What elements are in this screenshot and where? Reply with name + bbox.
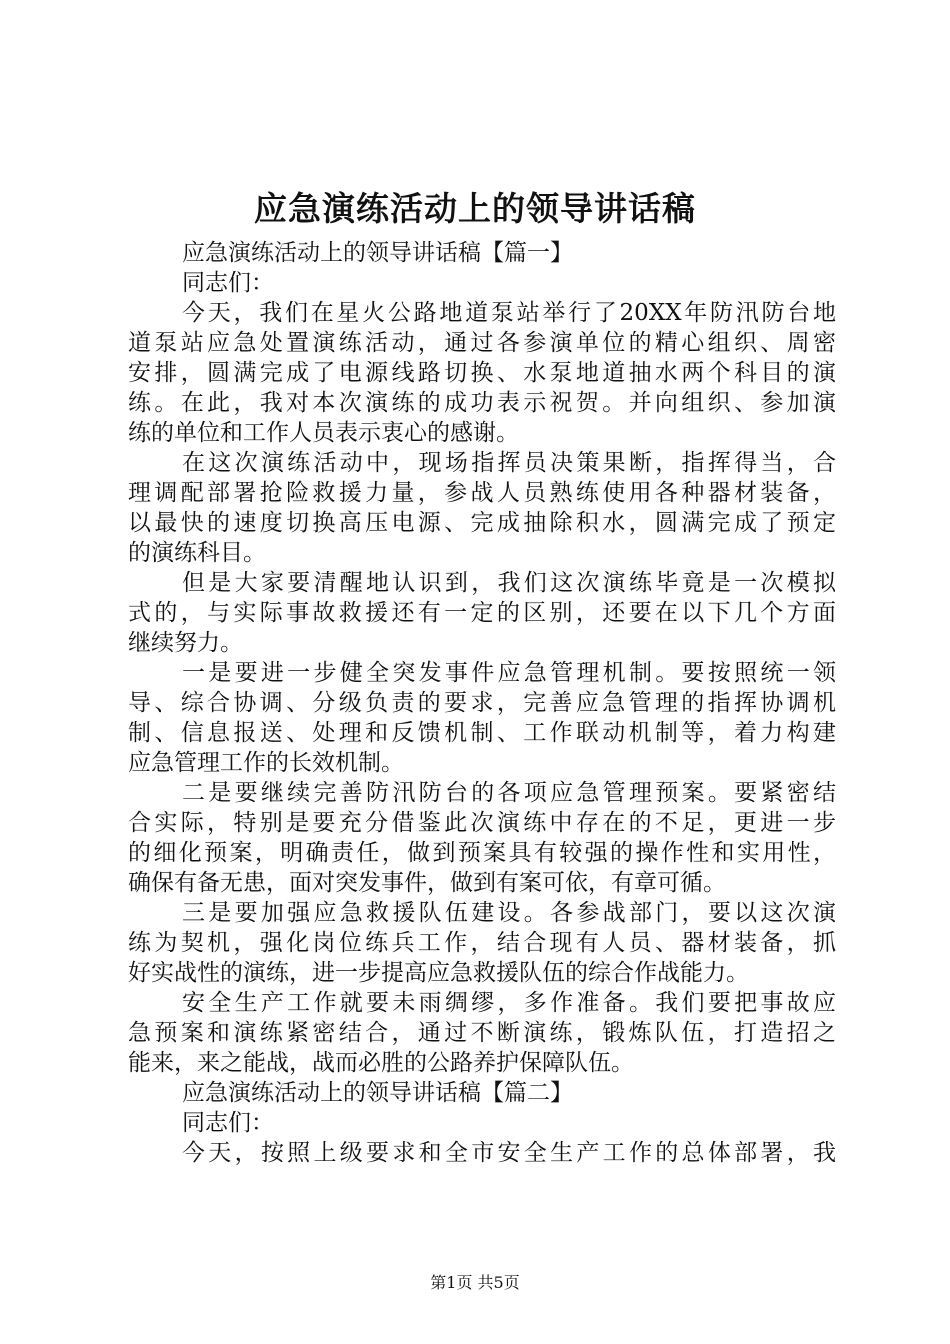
text-line: 制、信息报送、处理和反馈机制、工作联动机制等，着力构建 [128,720,836,746]
text-line: 今天，按照上级要求和全市安全生产工作的总体部署，我 [182,1140,836,1166]
text-line: 练。在此，我对本次演练的成功表示祝贺。并向组织、参加演 [128,390,836,416]
document-body [128,238,836,1168]
text-line: 确保有备无患，面对突发事件，做到有案可依，有章可循。 [128,870,726,896]
text-line: 道泵站应急处置演练活动，通过各参演单位的精心组织、周密 [128,330,836,356]
text-line: 以最快的速度切换高压电源、完成抽除积水，圆满完成了预定 [128,510,836,536]
text-line: 同志们： [182,270,274,296]
text-line: 今天，我们在星火公路地道泵站举行了20XX年防汛防台地 [182,300,836,326]
text-line: 应急管理工作的长效机制。 [128,750,404,776]
page-footer: 第1页 共5页 [430,1273,520,1292]
text-line: 急预案和演练紧密结合，通过不断演练，锻炼队伍，打造招之 [128,1020,836,1046]
text-line: 导、综合协调、分级负责的要求，完善应急管理的指挥协调机 [128,690,836,716]
text-line: 安排，圆满完成了电源线路切换、水泵地道抽水两个科目的演 [128,360,836,386]
text-line: 继续努力。 [128,630,243,656]
text-line: 但是大家要清醒地认识到，我们这次演练毕竟是一次模拟 [182,570,836,596]
text-line: 合实际，特别是要充分借鉴此次演练中存在的不足，更进一步 [128,810,836,836]
text-line: 式的，与实际事故救援还有一定的区别，还要在以下几个方面 [128,600,836,626]
text-line: 应急演练活动上的领导讲话稿【篇二】 [182,1080,573,1106]
text-line: 的细化预案，明确责任，做到预案具有较强的操作性和实用性， [128,840,836,866]
document-title: 应急演练活动上的领导讲话稿 [254,189,696,228]
text-line: 的演练科目。 [128,540,266,566]
text-line: 练的单位和工作人员表示衷心的感谢。 [128,420,519,446]
text-line: 练为契机，强化岗位练兵工作，结合现有人员、器材装备，抓 [128,930,836,956]
text-line: 安全生产工作就要未雨绸缪，多作准备。我们要把事故应 [182,990,836,1016]
text-line: 能来，来之能战，战而必胜的公路养护保障队伍。 [128,1050,634,1076]
text-line: 应急演练活动上的领导讲话稿【篇一】 [182,240,573,266]
text-line: 同志们： [182,1110,274,1136]
text-line: 三是要加强应急救援队伍建设。各参战部门，要以这次演 [182,900,836,926]
text-line: 在这次演练活动中，现场指挥员决策果断，指挥得当，合 [182,450,836,476]
text-line: 一是要进一步健全突发事件应急管理机制。要按照统一领 [182,660,836,686]
text-line: 理调配部署抢险救援力量，参战人员熟练使用各种器材装备， [128,480,836,506]
text-line: 二是要继续完善防汛防台的各项应急管理预案。要紧密结 [182,780,836,806]
text-line: 好实战性的演练，进一步提高应急救援队伍的综合作战能力。 [128,960,749,986]
